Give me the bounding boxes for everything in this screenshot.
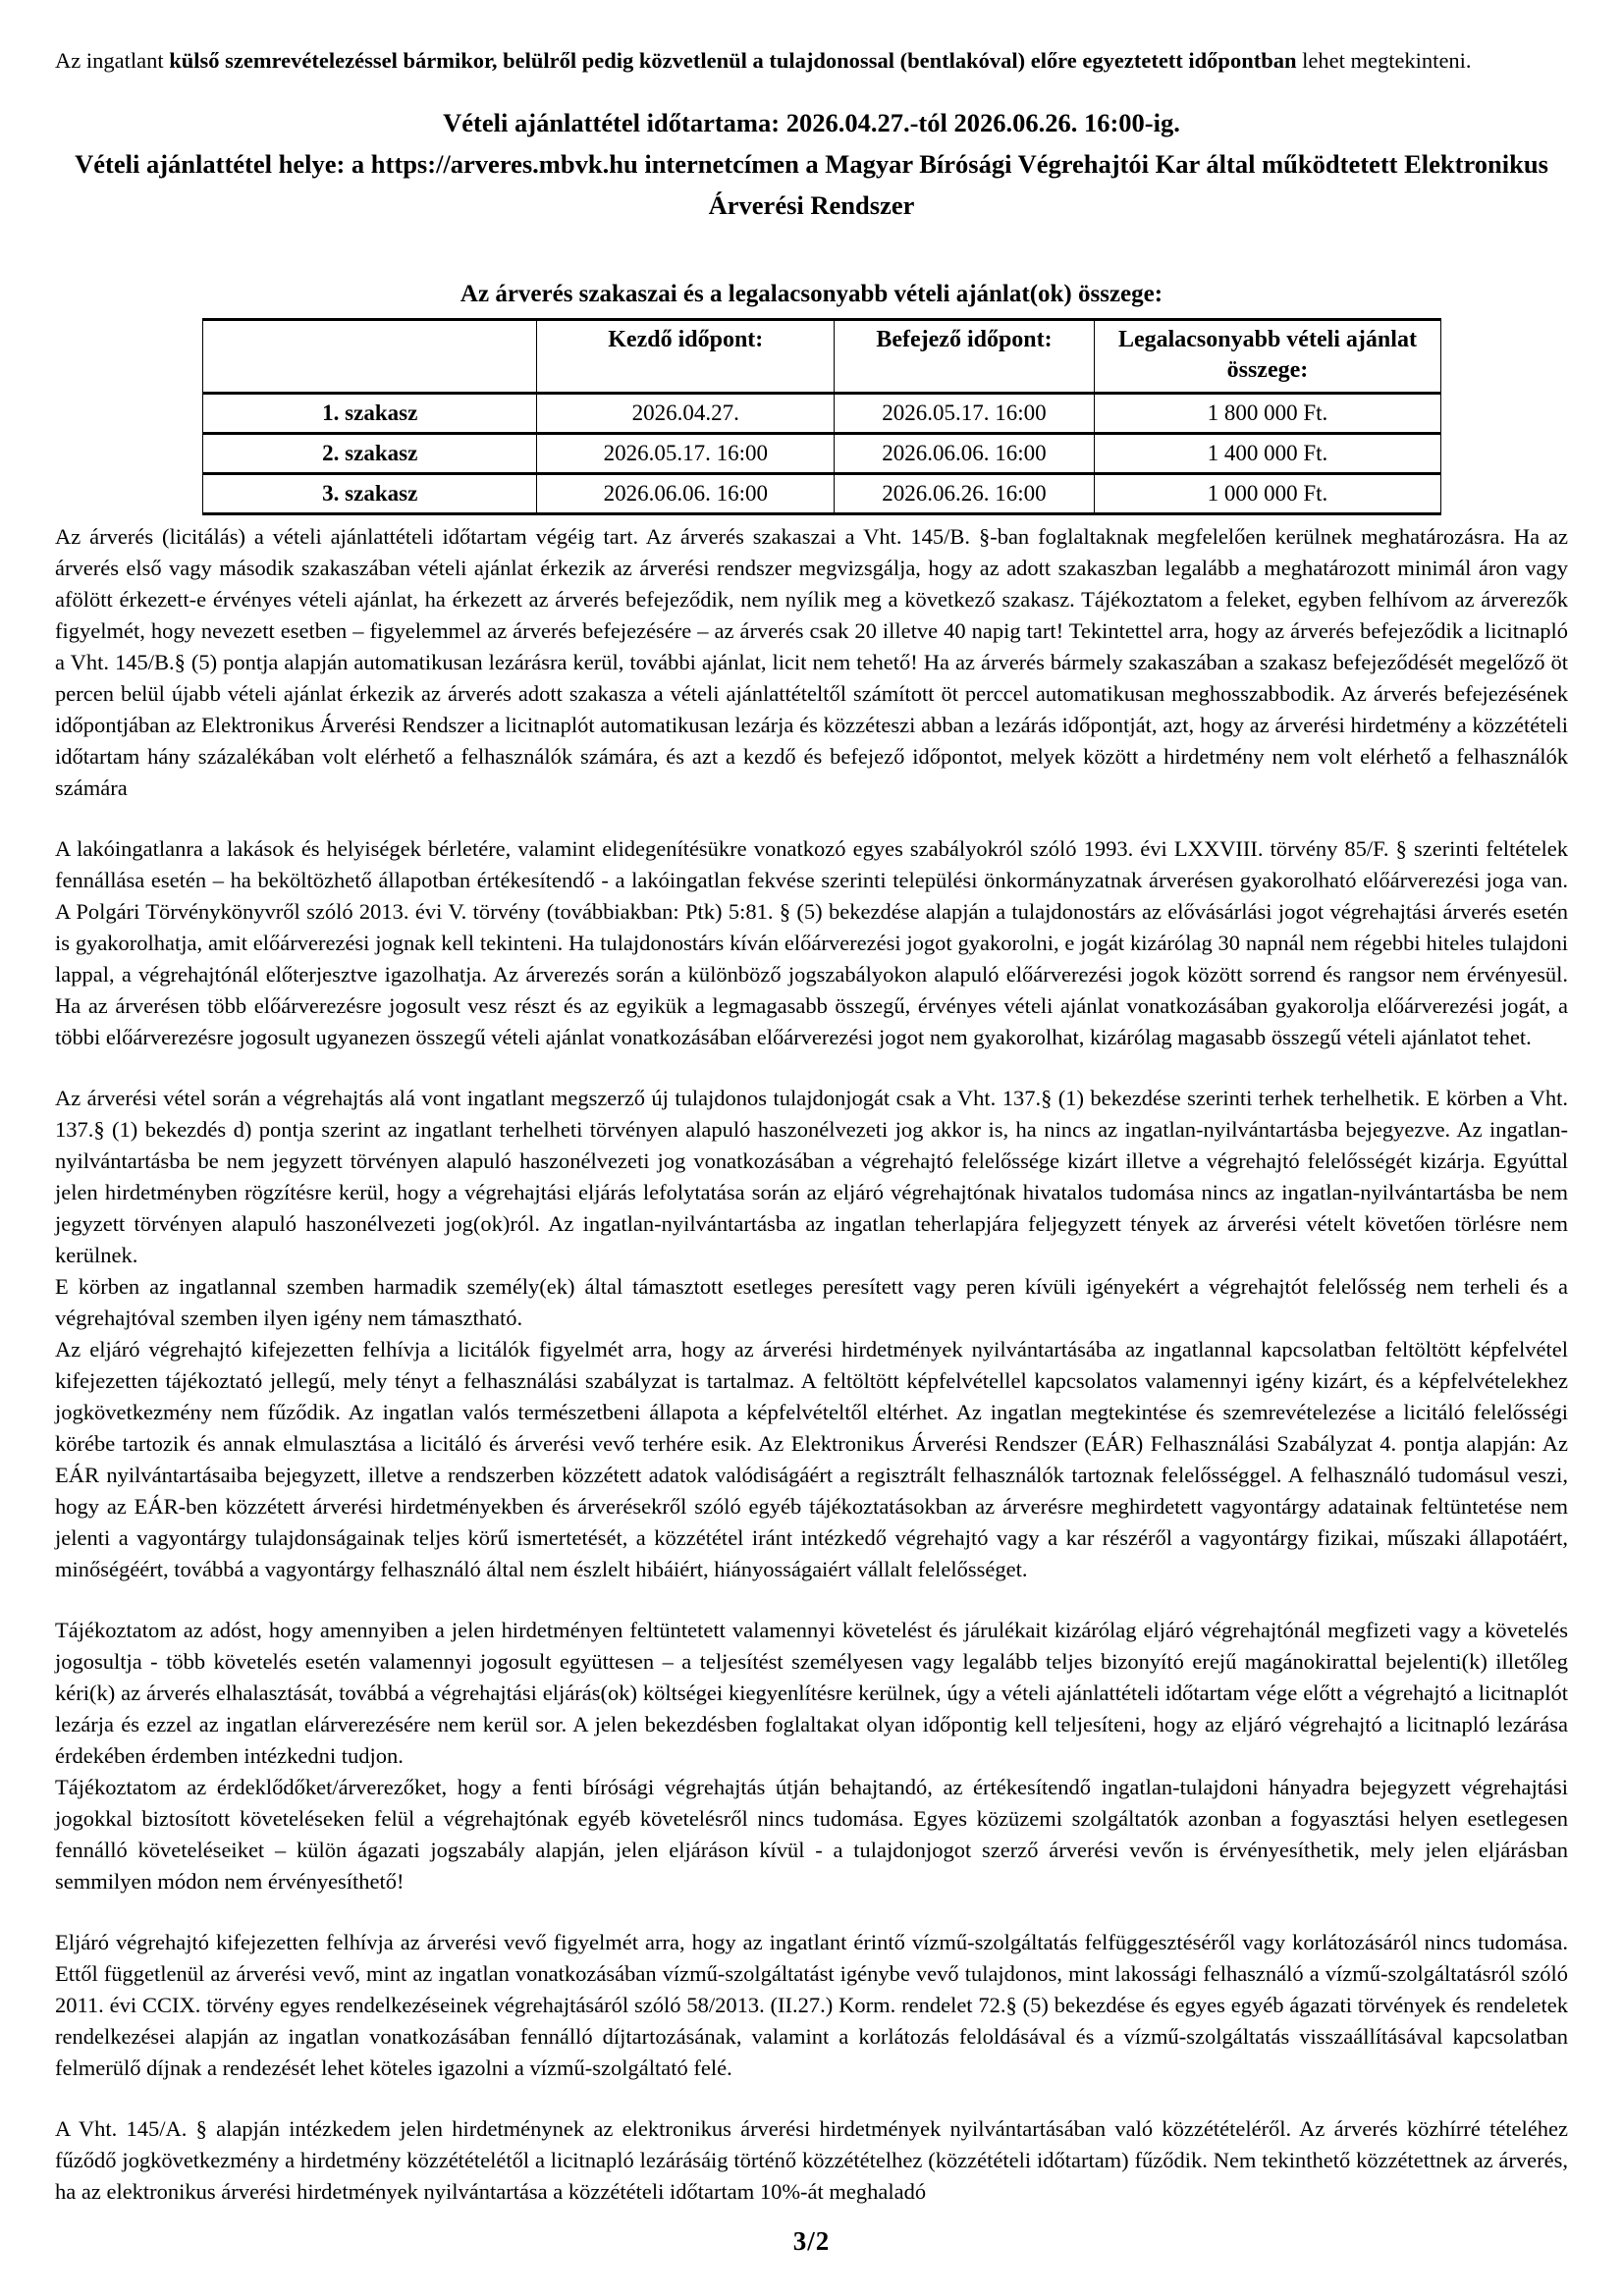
- header-min-bid: Legalacsonyabb vételi ajánlat összege:: [1094, 320, 1440, 394]
- start-cell: 2026.04.27.: [537, 394, 835, 434]
- auction-table-title: Az árverés szakaszai és a legalacsonyabb vételi ajánlat(ok) összege:: [460, 281, 1163, 307]
- viewing-notice-bold: külső szemrevételezéssel bármikor, belülről pedig közvetlenül a tulajdonossal (bentlakóval) előre egyeztetett időpontban: [169, 48, 1297, 73]
- viewing-notice-suffix: lehet megtekinteni.: [1296, 48, 1472, 73]
- paragraph-bidders-info: Tájékoztatom az érdeklődőket/árverezőket, hogy a fenti bírósági végrehajtás útján behajtandó, az értékesítendő ingatlan-tulajdoni hányadra bejegyzett végrehajtási jogokkal biztosított követeléseken felül a végrehajtónak egyéb követelésről nincs tudomása. Egyes közüzemi szolgáltatók azonban a fogyasztási helyen esetlegesen fennálló követeléseiket – külön ágazati jogszabály alapján, jelen eljáráson kívül - a tulajdonjogot szerző árverési vevőn is érvényesíthetik, mely jelen eljárásban semmilyen módon nem érvényesíthető!: [55, 1775, 1568, 1894]
- table-row: [203, 394, 1441, 434]
- bid-heading: [55, 102, 1568, 226]
- header-start-time: Kezdő időpont:: [537, 320, 835, 394]
- start-cell: 2026.05.17. 16:00: [537, 434, 835, 474]
- paragraph-preemption-rights: A lakóingatlanra a lakások és helyiségek bérletére, valamint elidegenítésükre vonatkozó egyes szabályokról szóló 1993. évi LXXVIII. törvény 85/F. § szerinti feltételek fennállása esetén – ha beköltözhető állapotban értékesítendő - a lakóingatlan fekvése szerinti települési önkormányzatnak árverésen gyakorolható előárverezési joga van. A Polgári Törvénykönyvről szóló 2013. évi V. törvény (továbbiakban: Ptk) 5:81. § (5) bekezdése alapján a tulajdonostárs az elővásárlási jogot végrehajtási árverés esetén is gyakorolhatja, amit előárverezési jognak kell tekinteni. Ha tulajdonostárs kíván előárverezési jogot gyakorolni, e jogát kizárólag 30 napnál nem régebbi hiteles tulajdoni lappal, a végrehajtónál előterjesztve igazolhatja. Az árverezés során a különböző jogszabályokon alapuló előárverezési jogok között sorrend és rangsor nem érvényesül. Ha az árverésen több előárverezésre jogosult vesz részt és az egyikük a legmagasabb összegű, érvényes vételi ajánlat vonatkozásában gyakorolja előárverezési jogát, a többi előárverezésre jogosult ugyanezen összegű vételi ajánlat vonatkozásában előárverezési jogot nem gyakorolhat, kizárólag magasabb összegű vételi ajánlatot tehet.: [55, 836, 1568, 1049]
- viewing-notice-prefix: Az ingatlant: [55, 48, 170, 73]
- table-header-row: [203, 320, 1441, 394]
- phase-cell: 2. szakasz: [203, 434, 537, 474]
- paragraph-third-party-claims: E körben az ingatlannal szemben harmadik személy(ek) által támasztott esetleges peresített vagy peren kívüli igényekért a végrehajtót felelősség nem terheli és a végrehajtóval szemben ilyen igény nem támasztható.: [55, 1274, 1568, 1330]
- paragraph-encumbrances: Az árverési vétel során a végrehajtás alá vont ingatlant megszerző új tulajdonos tulajdonjogát csak a Vht. 137.§ (1) bekezdése szerinti terhek terhelhetik. E körben a Vht. 137.§ (1) bekezdés d) pontja szerint az ingatlant terhelheti törvényen alapuló haszonélvezeti jog akkor is, ha nincs az ingatlan-nyilvántartásba bejegyezve. Az ingatlan-nyilvántartásba be nem jegyzett törvényen alapuló haszonélvezeti jog vonatkozásában a végrehajtó felelőssége kizárt illetve a végrehajtó felelősségét kizárja. Egyúttal jelen hirdetményben rögzítésre kerül, hogy a végrehajtási eljárás lefolytatása során az eljáró végrehajtónak hivatalos tudomása nincs az ingatlan-nyilvántartásba be nem jegyzett törvényen alapuló haszonélvezeti jog(ok)ról. Az ingatlan-nyilvántartásba az ingatlan teherlapjára feljegyzett tények az árverési vételt követően törlésre nem kerülnek.: [55, 1086, 1568, 1267]
- paragraph-debtor-info: Tájékoztatom az adóst, hogy amennyiben a jelen hirdetményen feltüntetett valamennyi követelést és járulékait kizárólag eljáró végrehajtónál megfizeti vagy a követelés jogosultja - több követelés esetén valamennyi jogosult együttesen – a teljesítést személyesen vagy legalább teljes bizonyító erejű magánokirattal bejelenti(k) illetőleg kéri(k) az árverés elhalasztását, továbbá a végrehajtási eljárás(ok) költségei kiegyenlítésre kerülnek, úgy a vételi ajánlattételi időtartam vége előtt a végrehajtó a licitnaplót lezárja és ezzel az ingatlan elárverezésére nem kerül sor. A jelen bekezdésben foglaltakat olyan időpontig kell teljesíteni, hogy az eljáró végrehajtó a licitnapló lezárása érdekében érdemben intézkedni tudjon.: [55, 1618, 1568, 1768]
- bid-location-heading: Vételi ajánlattétel helye: a https://arveres.mbvk.hu internetcímen a Magyar Bírósági Végrehajtói Kar által működtetett Elektronikus Árverési Rendszer: [75, 149, 1548, 220]
- end-cell: 2026.06.06. 16:00: [835, 434, 1095, 474]
- end-cell: 2026.05.17. 16:00: [835, 394, 1095, 434]
- min-bid-cell: 1 400 000 Ft.: [1094, 434, 1440, 474]
- end-cell: 2026.06.26. 16:00: [835, 474, 1095, 514]
- auction-phases-table: [202, 318, 1441, 515]
- table-row: [203, 474, 1441, 514]
- paragraph-publication: A Vht. 145/A. § alapján intézkedem jelen hirdetménynek az elektronikus árverési hirdetmények nyilvántartásában való közzétételéről. Az árverés közhírré tételéhez fűződő jogkövetkezmény a hirdetmény közzétételétől a licitnapló lezárásáig történő közzétételhez (közzétételi időtartam) fűződik. Nem tekinthető közzétettnek az árverés, ha az elektronikus árverési hirdetmények nyilvántartása a közzétételi időtartam 10%-át meghaladó: [55, 2116, 1568, 2204]
- min-bid-cell: 1 800 000 Ft.: [1094, 394, 1440, 434]
- viewing-notice: [55, 45, 1568, 77]
- phase-cell: 1. szakasz: [203, 394, 537, 434]
- min-bid-cell: 1 000 000 Ft.: [1094, 474, 1440, 514]
- table-row: [203, 434, 1441, 474]
- header-end-time: Befejező időpont:: [835, 320, 1095, 394]
- paragraph-auction-process: Az árverés (licitálás) a vételi ajánlattételi időtartam végéig tart. Az árverés szakaszai a Vht. 145/B. §-ban foglaltaknak megfelelően kerülnek meghatározásra. Ha az árverés első vagy második szakaszában vételi ajánlat érkezik az árverési rendszer megvizsgálja, hogy az adott szakaszban legalább a meghatározott minimál áron vagy afölött érkezett-e érvényes vételi ajánlat, ha érkezett az árverés befejeződik, nem nyílik meg a következő szakasz. Tájékoztatom a feleket, egyben felhívom az árverezők figyelmét, hogy nevezett esetben – figyelemmel az árverés befejezésére – az árverés csak 20 illetve 40 napig tart! Tekintettel arra, hogy az árverés befejeződik a licitnapló a Vht. 145/B.§ (5) pontja alapján automatikusan lezárásra kerül, további ajánlat, licit nem tehető! Ha az árverés bármely szakaszában a szakasz befejeződését megelőző öt percen belül újabb vételi ajánlat érkezik az árverés adott szakasza a vételi ajánlattételtől számított öt perccel automatikusan meghosszabbodik. Az árverés befejezésének időpontjában az Elektronikus Árverési Rendszer a licitnaplót automatikusan lezárja és közzéteszi abban a lezárás időpontját, azt, hogy az árverési hirdetmény a közzétételi időtartam hány százalékában volt elérhető a felhasználók számára, és azt a kezdő és befejező időpontot, melyek között a hirdetmény nem volt elérhető a felhasználók számára: [55, 524, 1568, 800]
- page-number: 3/2: [792, 2226, 831, 2256]
- paragraph-photos-disclaimer: Az eljáró végrehajtó kifejezetten felhívja a licitálók figyelmét arra, hogy az árverési hirdetmények nyilvántartásába az ingatlannal kapcsolatban feltöltött képfelvétel kifejezetten tájékoztató jellegű, mely tényt a felhasználási szabályzat is tartalmaz. A feltöltött képfelvétellel kapcsolatos valamennyi igény kizárt, és a képfelvételekhez jogkövetkezmény nem fűződik. Az ingatlan valós természetbeni állapota a képfelvételtől eltérhet. Az ingatlan megtekintése és szemrevételezése a licitáló felelősségi körébe tartozik és annak elmulasztása a licitáló és árverési vevő terhére esik. Az Elektronikus Árverési Rendszer (EÁR) Felhasználási Szabályzat 4. pontja alapján: Az EÁR nyilvántartásaiba bejegyzett, illetve a rendszerben közzétett adatok valódiságáért a regisztrált felhasználók tartoznak felelősséggel. A felhasználó tudomásul veszi, hogy az EÁR-ben közzétett árverési hirdetményekben és árverésekről szóló egyéb tájékoztatásokban az árverésre meghirdetett vagyontárgy adatainak feltüntetése nem jelenti a vagyontárgy tulajdonságainak teljes körű ismertetését, a közzététel iránt intézkedő végrehajtó vagy a kar részéről a vagyontárgy fizikai, műszaki állapotáért, minőségéért, továbbá a vagyontárgy felhasználó által nem észlelt hibáiért, hiányosságaiért vállalt felelősséget.: [55, 1337, 1568, 1581]
- paragraph-water-utility: Eljáró végrehajtó kifejezetten felhívja az árverési vevő figyelmét arra, hogy az ingatlant érintő vízmű-szolgáltatás felfüggesztéséről vagy korlátozásáról nincs tudomása. Ettől függetlenül az árverési vevő, mint az ingatlan vonatkozásában vízmű-szolgáltatást igénybe vevő tulajdonos, mint lakossági felhasználó a vízmű-szolgáltatásról szóló 2011. évi CCIX. törvény egyes rendelkezéseinek végrehajtásáról szóló 58/2013. (II.27.) Korm. rendelet 72.§ (5) bekezdése és egyes egyéb ágazati törvények és rendeletek rendelkezései alapján az ingatlan vonatkozásában fennálló díjtartozásának, valamint a korlátozás feloldásával és a vízmű-szolgáltatás visszaállításával kapcsolatban felmerülő díjnak a rendezését lehet köteles igazolni a vízmű-szolgáltató felé.: [55, 1930, 1568, 2080]
- header-phase: [203, 320, 537, 394]
- bid-period-heading: Vételi ajánlattétel időtartama: 2026.04.27.-tól 2026.06.26. 16:00-ig.: [443, 108, 1180, 137]
- phase-cell: 3. szakasz: [203, 474, 537, 514]
- start-cell: 2026.06.06. 16:00: [537, 474, 835, 514]
